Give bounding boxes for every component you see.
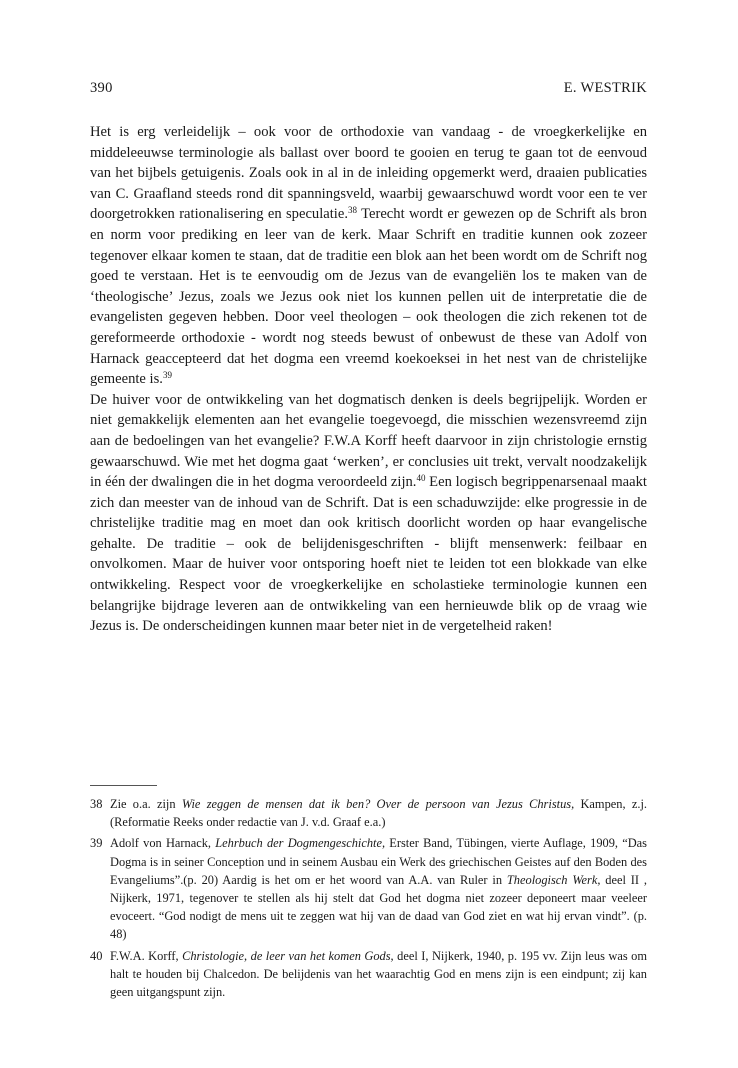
footnote-ref-40: 40 xyxy=(416,473,426,484)
footnotes xyxy=(90,795,647,1004)
footnote-text: Adolf von Harnack, xyxy=(110,836,216,851)
footnote-text: Erster Band, Tübingen, vierte Auflage, 1909, “Das Dogma is in seiner Conception und in seinem Ausbau ein Werk des griechischen Geistes auf den Boden des Evangeliums”.(p. 20) Aardig is het om er het woord van A.A. van Ruler in xyxy=(110,836,647,887)
footnote-number: 40 xyxy=(90,948,103,963)
footnote-separator xyxy=(90,785,157,786)
footnote-39 xyxy=(90,834,647,943)
footnote-ref-38: 38 xyxy=(347,205,357,216)
footnote-number: 38 xyxy=(90,797,103,811)
paragraph-2 xyxy=(90,390,647,637)
running-head-author: E. WESTRIK xyxy=(563,80,647,96)
footnote-text: deel I, Nijkerk, 1940, p. 195 vv. Zijn leus was om halt te houden bij Chalcedon. De belijdenis van het waarachtig God en mens zijn is een eindpunt; zij kan geen uitgangspunt zijn. xyxy=(110,948,647,1000)
footnote-title: Christologie, de leer van het komen Gods, xyxy=(182,948,394,963)
footnote-title: Lehrbuch der Dogmengeschichte, xyxy=(215,836,386,851)
footnote-text: F.W.A. Korff, xyxy=(110,948,183,963)
footnote-title: Wie zeggen de mensen dat ik ben? Over de persoon van Jezus Christus, xyxy=(181,797,575,811)
paragraph-1-part-1: Het is erg verleidelijk – ook voor de orthodoxie van vandaag - de vroegkerkelijke en middeleeuwse terminologie als ballast over boord te gooien en terug te gaan tot de eenvoud van het bijbels getuigenis. Zoals ook in al in de inleiding opgemerkt werd, draaien publicaties van C. Graafland steeds rond dit spanningsveld, waarbij gewaarschuwd wordt voor een te ver doorgetrokken rationalisering en speculatie. xyxy=(90,124,647,223)
page-number: 390 xyxy=(90,80,113,96)
footnote-text: Kampen, z.j. (Reformatie Reeks onder redactie van J. v.d. Graaf e.a.) xyxy=(110,797,647,830)
footnote-text: deel II , Nijkerk, 1971, tegenover te stellen als hij stelt dat God het dogma niet zozeer deponeert maar veeleer evoceert. “God nodigt de mens uit te zeggen wat hij van de daad van God ziet en wat hij ervan vindt”. (p. 48) xyxy=(110,872,647,942)
footnote-number: 39 xyxy=(90,836,103,851)
paragraph-1-part-2: Terecht wordt er gewezen op de Schrift als bron en norm voor prediking en leer van de kerk. Maar Schrift en traditie kunnen ook zozeer tegenover elkaar komen te staan, dat de traditie een blok aan het been wordt om de Schrift nog goed te verstaan. Het is te eenvoudig om de Jezus van de evangeliën los te maken van de ‘theologische’ Jezus, zoals we Jezus ook niet los kunnen pellen uit de interpretatie die de evangelisten gegeven hebben. Door veel theologen – ook theologen die zich rekenen tot de gereformeerde orthodoxie - wordt nog steeds bewust of onbewust de these van Adolf von Harnack geaccepteerd dat het dogma een vreemd koekoeksei in het nest van de christelijke gemeente is. xyxy=(90,206,647,388)
body-text xyxy=(90,122,647,637)
paragraph-2-part-1: De huiver voor de ontwikkeling van het dogmatisch denken is deels begrijpelijk. Worden er niet gemakkelijk elementen aan het evangelie toegevoegd, die misschien wezensvreemd zijn aan de bedoelingen van het evangelie? F.W.A Korff heeft daarvoor in zijn christologie ernstig gewaarschuwd. Wie met het dogma gaat ‘werken’, er conclusies uit trekt, vervalt noodzakelijk in één der dwalingen die in het dogma veroordeeld zijn. xyxy=(90,391,647,491)
paragraph-1 xyxy=(90,122,647,390)
footnote-40 xyxy=(90,947,647,1002)
footnote-38 xyxy=(90,795,647,831)
paragraph-2-part-2: Een logisch begrippenarsenaal maakt zich dan meester van de inhoud van de Schrift. Dat is een schaduwzijde: elke progressie in de christelijke traditie mag en moet dan ook kritisch doorlicht worden op haar evangelische gehalte. De traditie – ook de belijdenisgeschriften - blijft mensenwerk: feilbaar en onvolkomen. Maar de huiver voor ontsporing hoeft niet te leiden tot een blokkade van elke ontwikkeling. Respect voor de vroegkerkelijke en scholastieke terminologie kunnen een belangrijke bijdrage leveren aan de ontwikkeling van een hernieuwde blik op de vraag wie Jezus is. De onderscheidingen kunnen maar beter niet in de vergetelheid raken! xyxy=(90,474,647,635)
footnote-text: Zie o.a. zijn xyxy=(110,797,182,811)
footnote-ref-39: 39 xyxy=(162,370,172,381)
footnote-title: Theologisch Werk, xyxy=(506,872,601,887)
book-page xyxy=(90,0,647,1068)
